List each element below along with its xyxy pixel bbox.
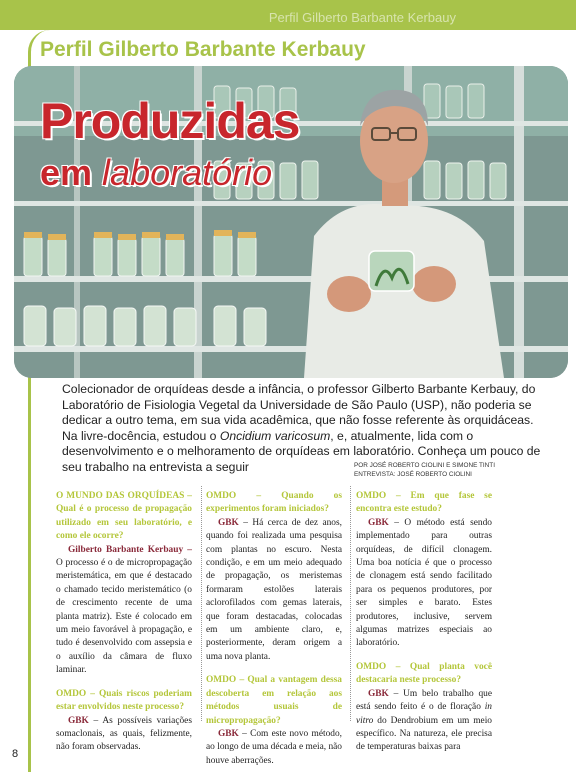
answer-6 bbox=[356, 688, 492, 755]
answer-5-speaker: GBK bbox=[368, 517, 389, 528]
column-3 bbox=[356, 490, 492, 755]
answer-6-text-2: do Dendrobium em um meio específico. Na natureza, ele precisa de temperaturas baixas para bbox=[356, 715, 492, 753]
running-header: Perfil Gilberto Barbante Kerbauy bbox=[268, 10, 456, 25]
intro-species: Oncidium varicosum bbox=[219, 428, 331, 443]
spacer bbox=[56, 678, 192, 688]
answer-4-speaker: GBK bbox=[218, 728, 239, 739]
column-2 bbox=[206, 490, 342, 768]
answer-2 bbox=[56, 715, 192, 755]
question-1: O MUNDO DAS ORQUÍDEAS – Qual é o processo de propagação utilizado em seu laboratório, e como ele ocorre? bbox=[56, 491, 192, 542]
section-title: Perfil Gilberto Barbante Kerbauy bbox=[40, 38, 366, 61]
headline-sub bbox=[40, 152, 272, 194]
headline-sub-italic: laboratório bbox=[102, 152, 273, 193]
answer-6-speaker: GBK bbox=[368, 688, 389, 699]
answer-1-speaker: Gilberto Barbante Kerbauy – bbox=[68, 544, 192, 555]
answer-2-speaker: GBK bbox=[68, 715, 89, 726]
byline-authors: POR JOSÉ ROBERTO CIOLINI E SIMONE TINTI bbox=[354, 462, 495, 469]
answer-4-text: – Com este novo método, ao longo de uma década e meia, não houve aberrações. bbox=[206, 728, 342, 766]
spacer bbox=[206, 664, 342, 674]
question-5: OMDO – Em que fase se encontra este estudo? bbox=[356, 491, 492, 515]
column-divider-2 bbox=[350, 486, 352, 721]
answer-4 bbox=[206, 728, 342, 768]
question-2: OMDO – Quais riscos poderiam estar envolvidos neste processo? bbox=[56, 688, 192, 713]
answer-3-text: – Há cerca de dez anos, quando foi realizada uma pesquisa com plantas no escuro. Nesta condição, e em um meio adequado de propagação, os meristemas formaram estolões laterais aclorofilados com gemas laterais, que foram destacadas, colocadas em um ambiente claro, e, posteriormente, deram origem a uma nova planta. bbox=[206, 517, 342, 662]
headline-main: Produzidas bbox=[40, 93, 300, 149]
question-4: OMDO – Qual a vantagem dessa descoberta em relação aos métodos usuais de micropropagação? bbox=[206, 675, 342, 726]
answer-1-text: O processo é o de micropropagação meristemática, em que é destacado o chamado tecido meristemático (o de crescimento recente de uma planta matriz). Este é colocado em um meio favorável à propagação, e tudo é desenvolvido com assepsia e o auxílio da câmara de fluxo laminar. bbox=[56, 558, 192, 676]
column-divider-1 bbox=[201, 486, 203, 721]
question-6: OMDO – Qual planta você destacaria neste processo? bbox=[356, 661, 492, 686]
answer-3 bbox=[206, 517, 342, 664]
column-1 bbox=[56, 490, 192, 755]
headline-sub-prefix: em bbox=[40, 152, 103, 193]
intro-part1: Colecionador de orquídeas desde a infância, o professor Gilberto Barbante Kerbauy, do Laboratório de Fisiologia Vegetal da Universidade de São Paulo (USP), não poderia se dedicar a outro tema, em sua vida acadêmica, que não fosse referente às orquidáceas. Na livre-docência, estudou o bbox=[62, 382, 536, 443]
question-3: OMDO – Quando os experimentos foram iniciados? bbox=[206, 491, 342, 515]
byline-interview: ENTREVISTA: JOSÉ ROBERTO CIOLINI bbox=[354, 471, 472, 478]
intro-part2: , e, atualmente, lida com o desenvolvimento e o melhoramento de orquídeas em laboratório. Conheça um pouco de seu trabalho na entrevista a seguir bbox=[62, 428, 541, 474]
answer-5-text: – O método está sendo implementado para outras orquídeas, de difícil clonagem. Uma boa notícia é que o processo de clonagem está sendo facilitado para os pequenos produtores, por ser simples e barato. Estes produtores, inclusive, servem algumas matrizes especiais ao laboratório. bbox=[356, 517, 492, 649]
answer-2-text: – As possíveis variações somaclonais, as quais, felizmente, não foram observadas. bbox=[56, 715, 192, 753]
answer-6-text-1: – Um belo trabalho que está sendo feito é o de floração bbox=[356, 688, 492, 713]
spacer bbox=[356, 651, 492, 661]
answer-6-italic: in vitro bbox=[356, 702, 492, 726]
answer-5 bbox=[356, 517, 492, 651]
byline bbox=[354, 461, 495, 479]
answer-1 bbox=[56, 544, 192, 678]
page-number: 8 bbox=[12, 748, 19, 760]
answer-3-speaker: GBK bbox=[218, 517, 239, 528]
